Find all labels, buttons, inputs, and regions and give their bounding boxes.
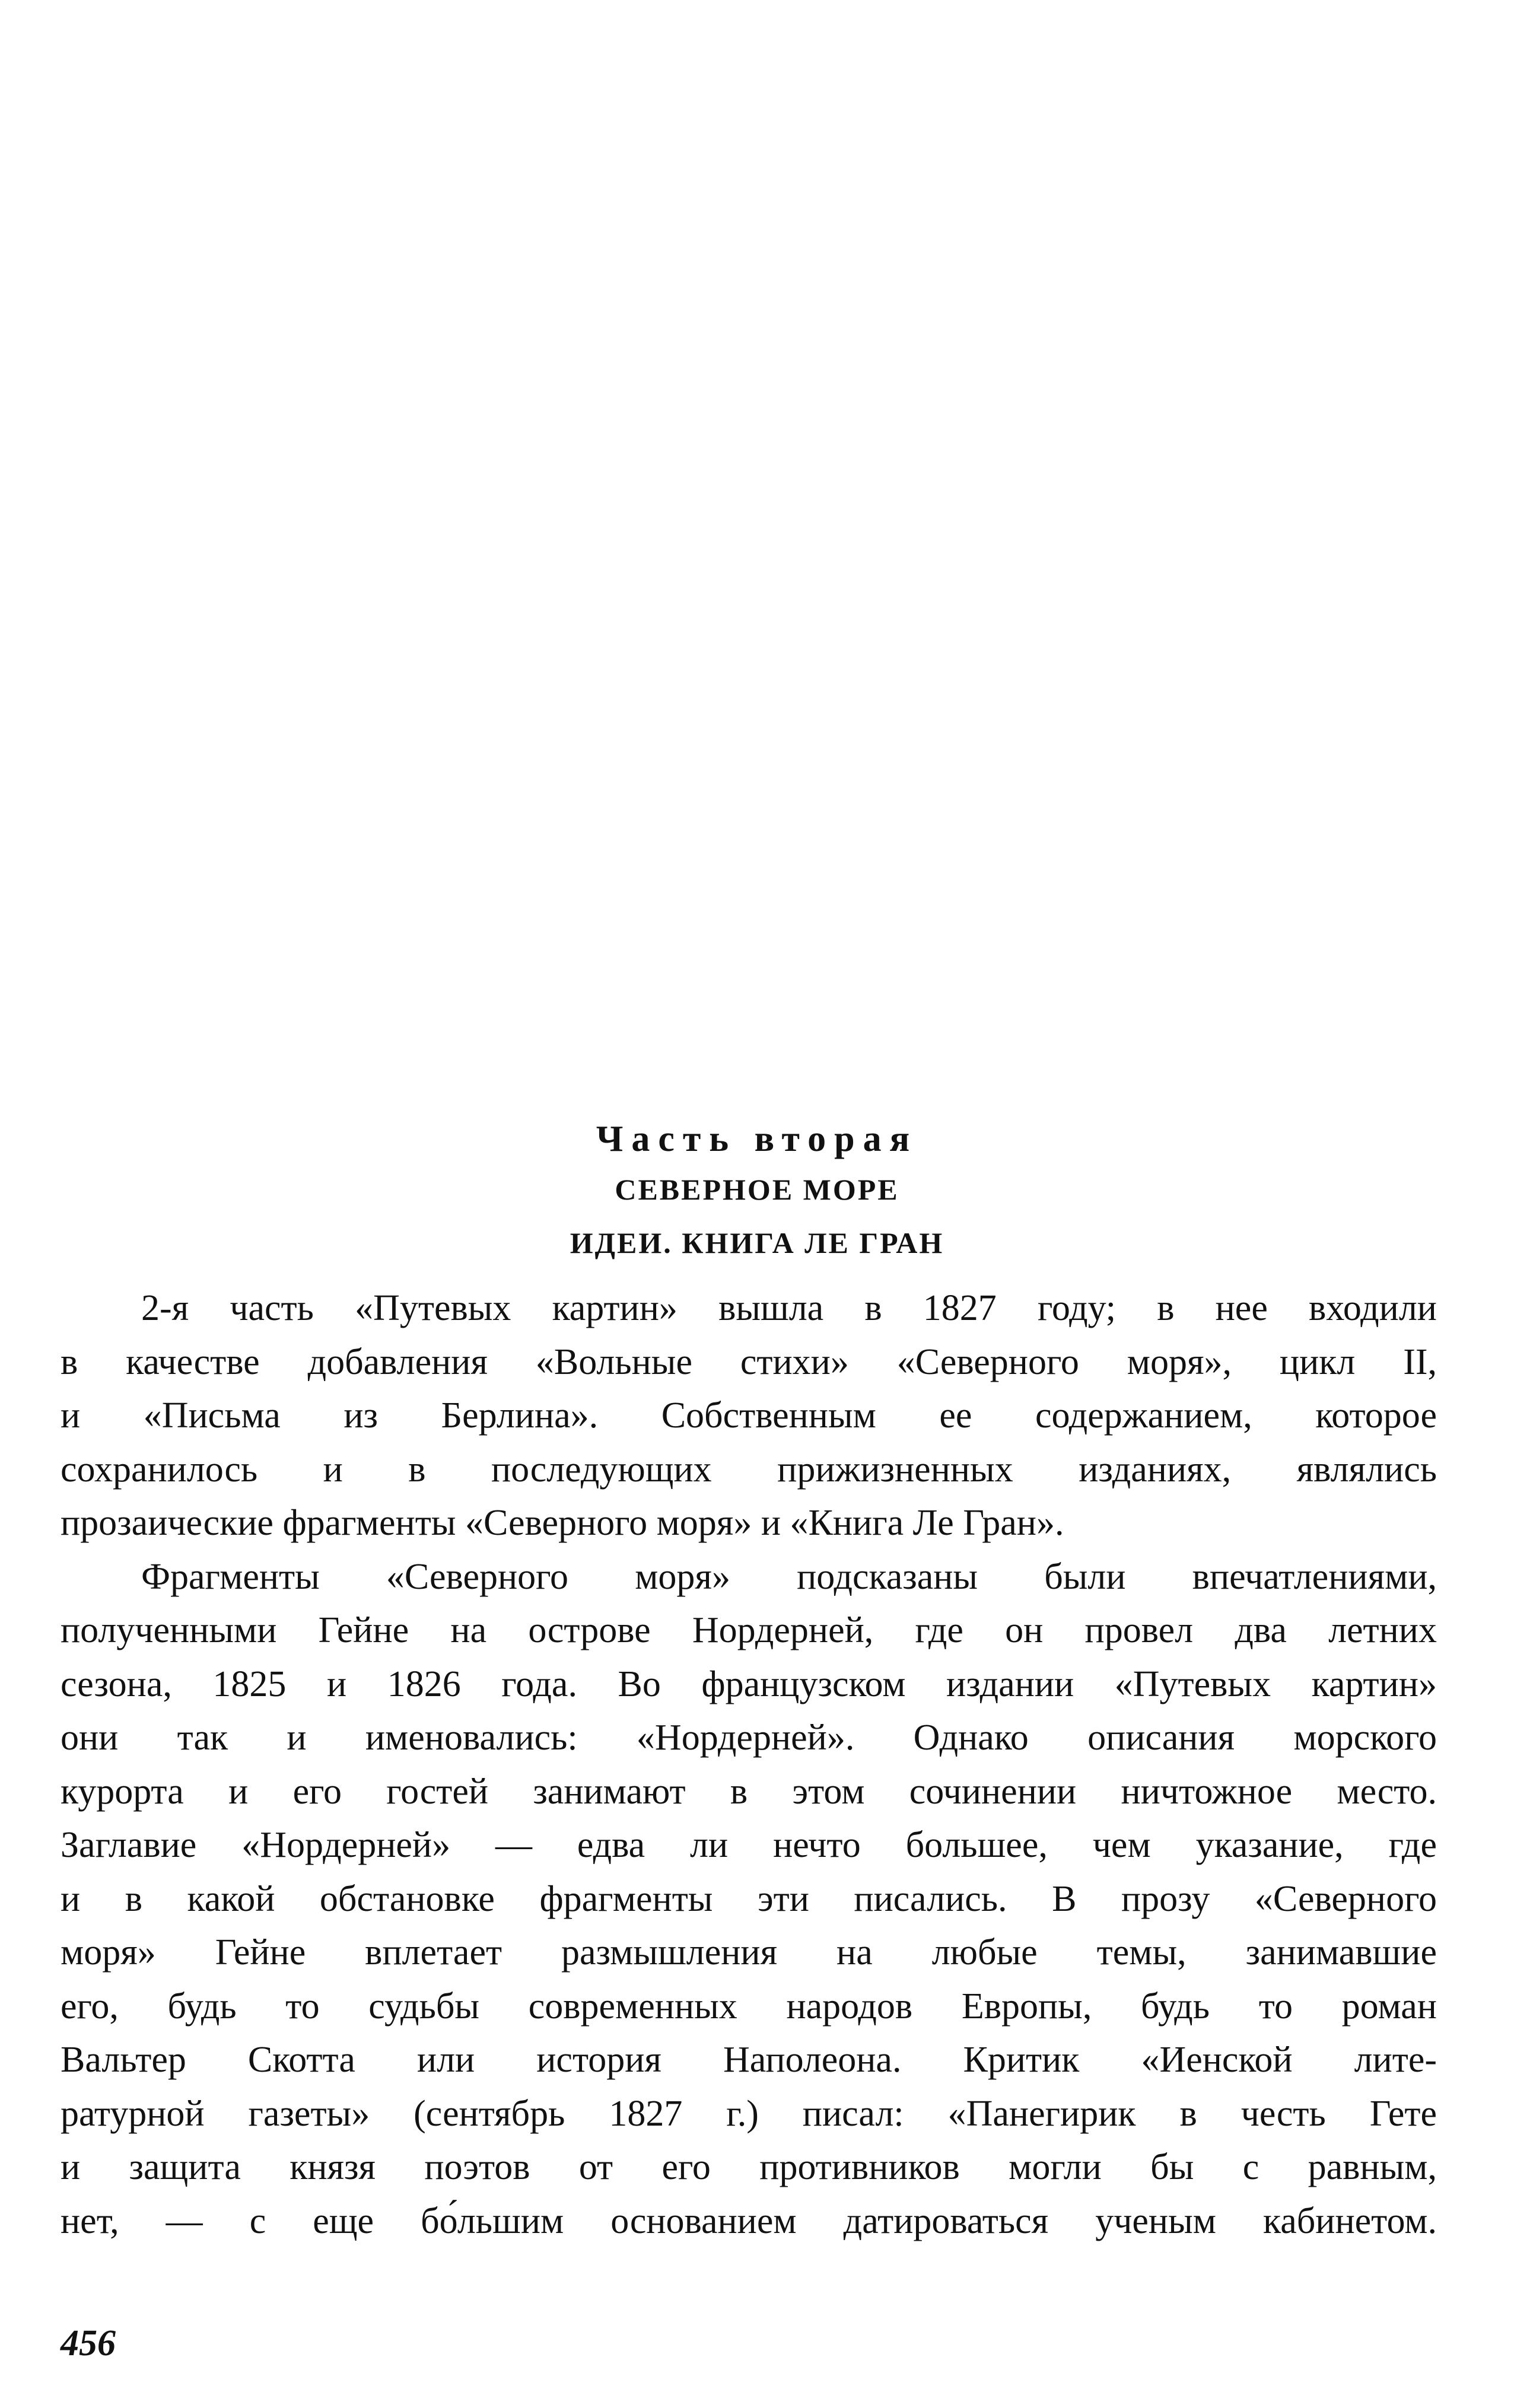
text-line: его, будь то судьбы современных народов Европы, будь то роман (61, 1986, 1437, 2027)
text-line: сезона, 1825 и 1826 года. Во французском издании «Путевых картин» (61, 1663, 1437, 1704)
chapter-headings (0, 1115, 1514, 1270)
text-line: прозаические фрагменты «Северного моря» и «Книга Ле Гран». (61, 1503, 1064, 1543)
commentary-text (61, 1281, 1437, 2248)
text-line: нет, — с еще бо́льшим основанием датироваться ученым кабинетом. (61, 2200, 1437, 2241)
text-line: полученными Гейне на острове Нордерней, где он провел два летних (61, 1610, 1437, 1650)
text-line: моря» Гейне вплетает размышления на любые темы, занимавшие (61, 1932, 1437, 1973)
page-number: 456 (61, 2323, 116, 2364)
text-line: и «Письма из Берлина». Собственным ее содержанием, которое (61, 1395, 1437, 1436)
text-line: ратурной газеты» (сентябрь 1827 г.) писал: «Панегирик в честь Гете (61, 2093, 1437, 2134)
text-line: Заглавие «Нордерней» — едва ли нечто большее, чем указание, где (61, 1825, 1437, 1865)
text-line: курорта и его гостей занимают в этом сочинении ничтожное место. (61, 1771, 1437, 1812)
subsection-title: ИДЕИ. КНИГА ЛЕ ГРАН (570, 1226, 944, 1259)
text-line: и защита князя поэтов от его противников могли бы с равным, (61, 2147, 1437, 2187)
text-line: Вальтер Скотта или история Наполеона. Критик «Иенской лите- (61, 2040, 1437, 2080)
text-line: они так и именовались: «Нордерней». Однако описания морского (61, 1717, 1437, 1758)
text-line: Фрагменты «Северного моря» подсказаны были впечатлениями, (141, 1556, 1437, 1597)
text-line: и в какой обстановке фрагменты эти писались. В прозу «Северного (61, 1878, 1437, 1919)
text-line: сохранилось и в последующих прижизненных изданиях, являлись (61, 1449, 1437, 1490)
part-title: Часть вторая (596, 1119, 918, 1159)
text-line: в качестве добавления «Вольные стихи» «Северного моря», цикл II, (61, 1341, 1437, 1382)
section-title: СЕВЕРНОЕ МОРЕ (615, 1173, 899, 1206)
text-line: 2-я часть «Путевых картин» вышла в 1827 году; в нее входили (141, 1288, 1437, 1328)
